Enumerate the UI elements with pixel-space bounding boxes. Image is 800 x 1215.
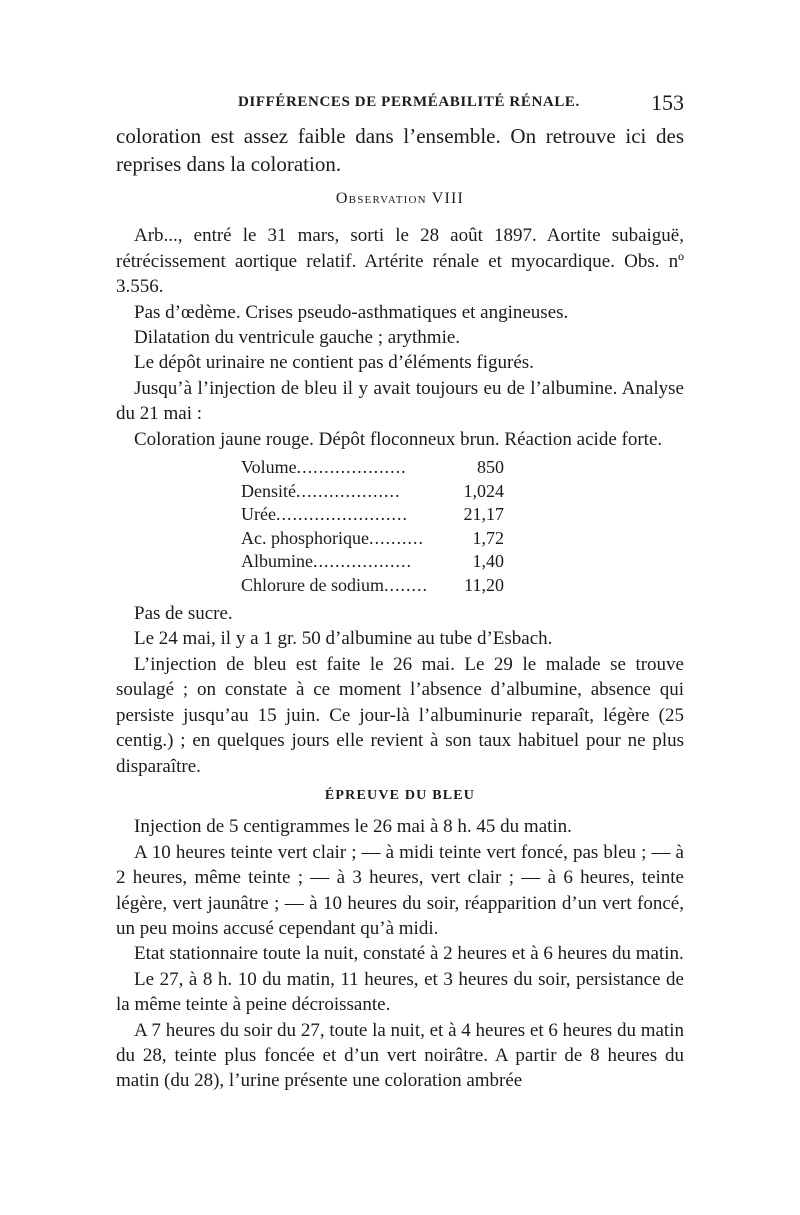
paragraph: Pas de sucre. <box>134 603 233 625</box>
analysis-label: Albumine.................. <box>241 551 412 572</box>
analysis-label: Densité................... <box>241 480 401 501</box>
paragraph: Pas d’œdème. Crises pseudo-asthmatiques et angineuses. <box>134 301 569 323</box>
paragraph: Injection de 5 centigrammes le 26 mai à 8 h. 45 du matin. <box>134 816 572 838</box>
paragraph: Dilatation du ventricule gauche ; arythmie. <box>134 327 461 349</box>
paragraph: Le dépôt urinaire ne contient pas d’éléments figurés. <box>134 352 534 374</box>
analysis-label: Urée........................ <box>241 504 408 525</box>
paragraph: Etat stationnaire toute la nuit, constaté à 2 heures et à 6 heures du matin. <box>134 943 684 965</box>
paragraph: Arb..., entré le 31 mars, sorti le 28 août 1897. Aortite subaiguë, rétrécissement aortique relatif. Artérite rénale et myocardique. Obs. nº 3.556. <box>116 225 684 298</box>
analysis-label: Ac. phosphorique.......... <box>241 527 424 548</box>
paragraph: coloration est assez faible dans l’ensemble. On retrouve ici des reprises dans la coloration. <box>116 124 684 176</box>
paragraph: Le 24 mai, il y a 1 gr. 50 d’albumine au tube d’Esbach. <box>134 628 553 650</box>
table-row <box>241 527 504 551</box>
paragraph: Le 27, à 8 h. 10 du matin, 11 heures, et 3 heures du soir, persistance de la même teinte à peine décroissante. <box>116 968 684 1016</box>
urine-analysis-table <box>241 456 504 597</box>
table-row <box>241 503 504 527</box>
table-row <box>241 456 504 480</box>
page-header <box>116 92 684 118</box>
analysis-value: 21,17 <box>463 504 504 525</box>
paragraph: A 7 heures du soir du 27, toute la nuit, et à 4 heures et 6 heures du matin du 28, teinte plus foncée et d’un vert noirâtre. A partir de 8 heures du matin (du 28), l’urine présente une coloration ambrée <box>116 1019 684 1092</box>
analysis-value: 1,40 <box>472 551 504 572</box>
section-title: ÉPREUVE DU BLEU <box>324 787 476 803</box>
analysis-label: Volume.................... <box>241 457 407 478</box>
table-row <box>241 574 504 598</box>
analysis-label: Chlorure de sodium........ <box>241 574 428 595</box>
table-row <box>241 550 504 574</box>
paragraph: Jusqu’à l’injection de bleu il y avait toujours eu de l’albumine. Analyse du 21 mai : <box>116 377 684 425</box>
observation-title: Observation VIII <box>335 190 465 207</box>
analysis-value: 1,024 <box>463 480 504 501</box>
paragraph: Coloration jaune rouge. Dépôt floconneux brun. Réaction acide forte. <box>134 428 663 450</box>
paragraph: L’injection de bleu est faite le 26 mai. Le 29 le malade se trouve soulagé ; on constate à ce moment l’absence d’albumine, absence qui persiste jusqu’au 15 juin. Ce jour-là l’albuminurie reparaît, légère (25 centig.) ; en quelques jours elle revient à son taux habituel pour ne plus disparaître. <box>116 653 684 777</box>
analysis-value: 1,72 <box>472 527 504 548</box>
page-number: 153 <box>651 90 684 115</box>
table-row <box>241 480 504 504</box>
analysis-value: 850 <box>476 457 504 478</box>
analysis-value: 11,20 <box>464 574 504 595</box>
paragraph: A 10 heures teinte vert clair ; — à midi teinte vert foncé, pas bleu ; — à 2 heures, même teinte ; — à 3 heures, vert clair ; — à 6 heures, teinte légère, vert jaunâtre ; — à 10 heures du soir, réapparition d’un vert foncé, un peu moins accusé cependant qu’à midi. <box>116 841 684 939</box>
body-text <box>116 122 684 1094</box>
running-title: DIFFÉRENCES DE PERMÉABILITÉ RÉNALE. <box>238 94 580 110</box>
